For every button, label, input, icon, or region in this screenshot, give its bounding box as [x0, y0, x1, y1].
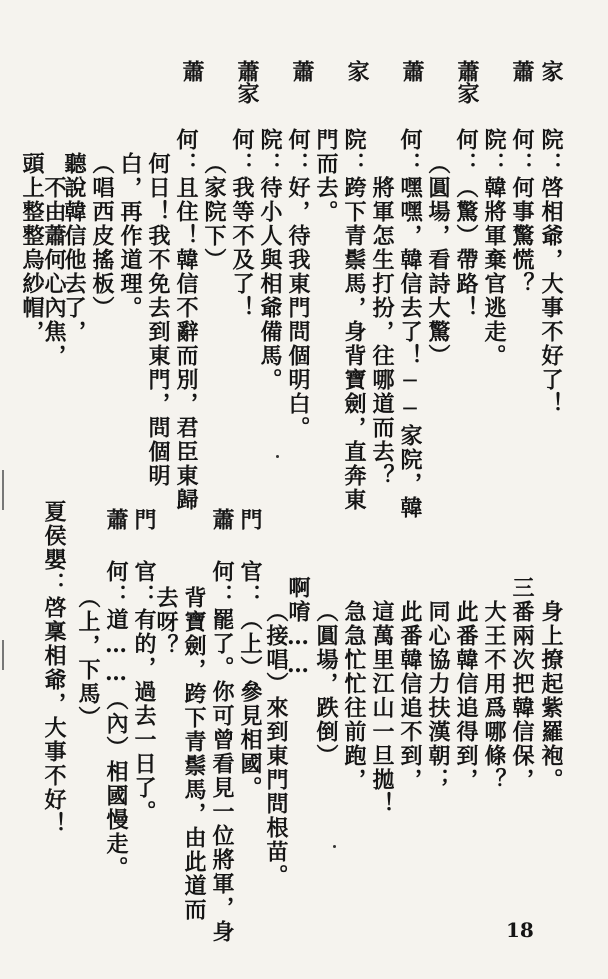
text-column: 何：道……（內）相國慢走。 — [103, 560, 129, 880]
role-label: 蕭 — [399, 60, 425, 82]
text-column: 何日！我不免去到東門，問個明 — [145, 152, 171, 488]
text-column: 同心協力扶漢朝； — [425, 600, 451, 792]
scan-edge-mark — [2, 640, 4, 670]
role-label: 蕭 — [103, 508, 129, 530]
text-column: 官：（上）參見相國。 — [237, 560, 263, 800]
text-column: 這萬里江山一旦拋！ — [369, 600, 395, 816]
text-column: 門而去。 — [313, 128, 339, 224]
page-number: 18 — [506, 918, 534, 942]
text-column: 去呀？ — [153, 586, 179, 658]
text-column: 何：且住！韓信不辭而別，君臣東歸 — [173, 128, 199, 512]
scan-edge-mark — [2, 470, 4, 510]
role-label: 門 — [131, 508, 157, 530]
ink-speck — [333, 845, 336, 848]
text-column: 大王不用爲哪條？ — [481, 600, 507, 792]
text-column: 何：我等不及了！ — [229, 128, 255, 320]
text-column: （唱西皮搖板） — [89, 152, 115, 320]
text-column: 何：罷了。你可曾看見一位將軍，身 — [209, 560, 235, 944]
text-column: 將軍怎生打扮，往哪道而去？ — [369, 176, 395, 488]
text-column: 院：待小人與相爺備馬。 — [257, 128, 283, 392]
role-label: 蕭 — [179, 60, 205, 82]
text-column: （家院下） — [201, 152, 227, 272]
text-column: 官：有的，過去一日了。 — [131, 560, 157, 824]
text-column: 院：跨下青鬃馬，身背寶劍，直奔東 — [341, 128, 367, 512]
role-label: 蕭家 — [454, 60, 480, 104]
text-column: 夏侯嬰：啓稟相爺，大事不好！ — [41, 500, 67, 836]
text-column: 背寶劍，跨下青鬃馬，由此道而 — [181, 586, 207, 922]
text-column: 身上撩起紫羅袍。 — [538, 600, 564, 792]
role-label: 門 — [237, 508, 263, 530]
text-column: 啊唷…… — [285, 576, 311, 680]
text-column: 此番韓信追得到， — [453, 600, 479, 792]
text-column: 何：好，待我東門問個明白。 — [285, 128, 311, 440]
text-column: （接唱）來到東門問根苗。 — [263, 600, 289, 888]
role-label: 蕭 — [509, 60, 535, 82]
role-label: 蕭 — [209, 508, 235, 530]
text-column: 白，再作道理。 — [117, 152, 143, 320]
ink-speck — [276, 455, 279, 458]
text-column: （圓場，看詩大驚） — [425, 152, 451, 368]
role-label: 家 — [344, 60, 370, 82]
text-column: 不由蕭何心內焦， — [41, 176, 67, 368]
text-column: 何：何事驚慌？ — [509, 128, 535, 296]
text-column: 三番兩次把韓信保， — [509, 576, 535, 792]
role-label: 蕭 — [289, 60, 315, 82]
text-column: （上，下馬） — [75, 586, 101, 730]
text-column: 急急忙忙往前跑， — [341, 600, 367, 792]
text-column: 院：韓將軍棄官逃走。 — [481, 128, 507, 368]
text-column: 聽說韓信他去了， — [61, 152, 87, 344]
text-column: （圓場，跌倒） — [313, 600, 339, 768]
role-label: 家 — [538, 60, 564, 82]
text-column: 何：嘿嘿，韓信去了！──家院，韓 — [397, 128, 423, 520]
text-column: 頭上整整烏紗帽， — [19, 152, 45, 344]
role-label: 蕭家 — [234, 60, 260, 104]
text-column: 何：（驚）帶路！ — [453, 128, 479, 320]
text-column: 此番韓信追不到， — [397, 600, 423, 792]
text-column: 院：啓相爺，大事不好了！ — [538, 128, 564, 416]
